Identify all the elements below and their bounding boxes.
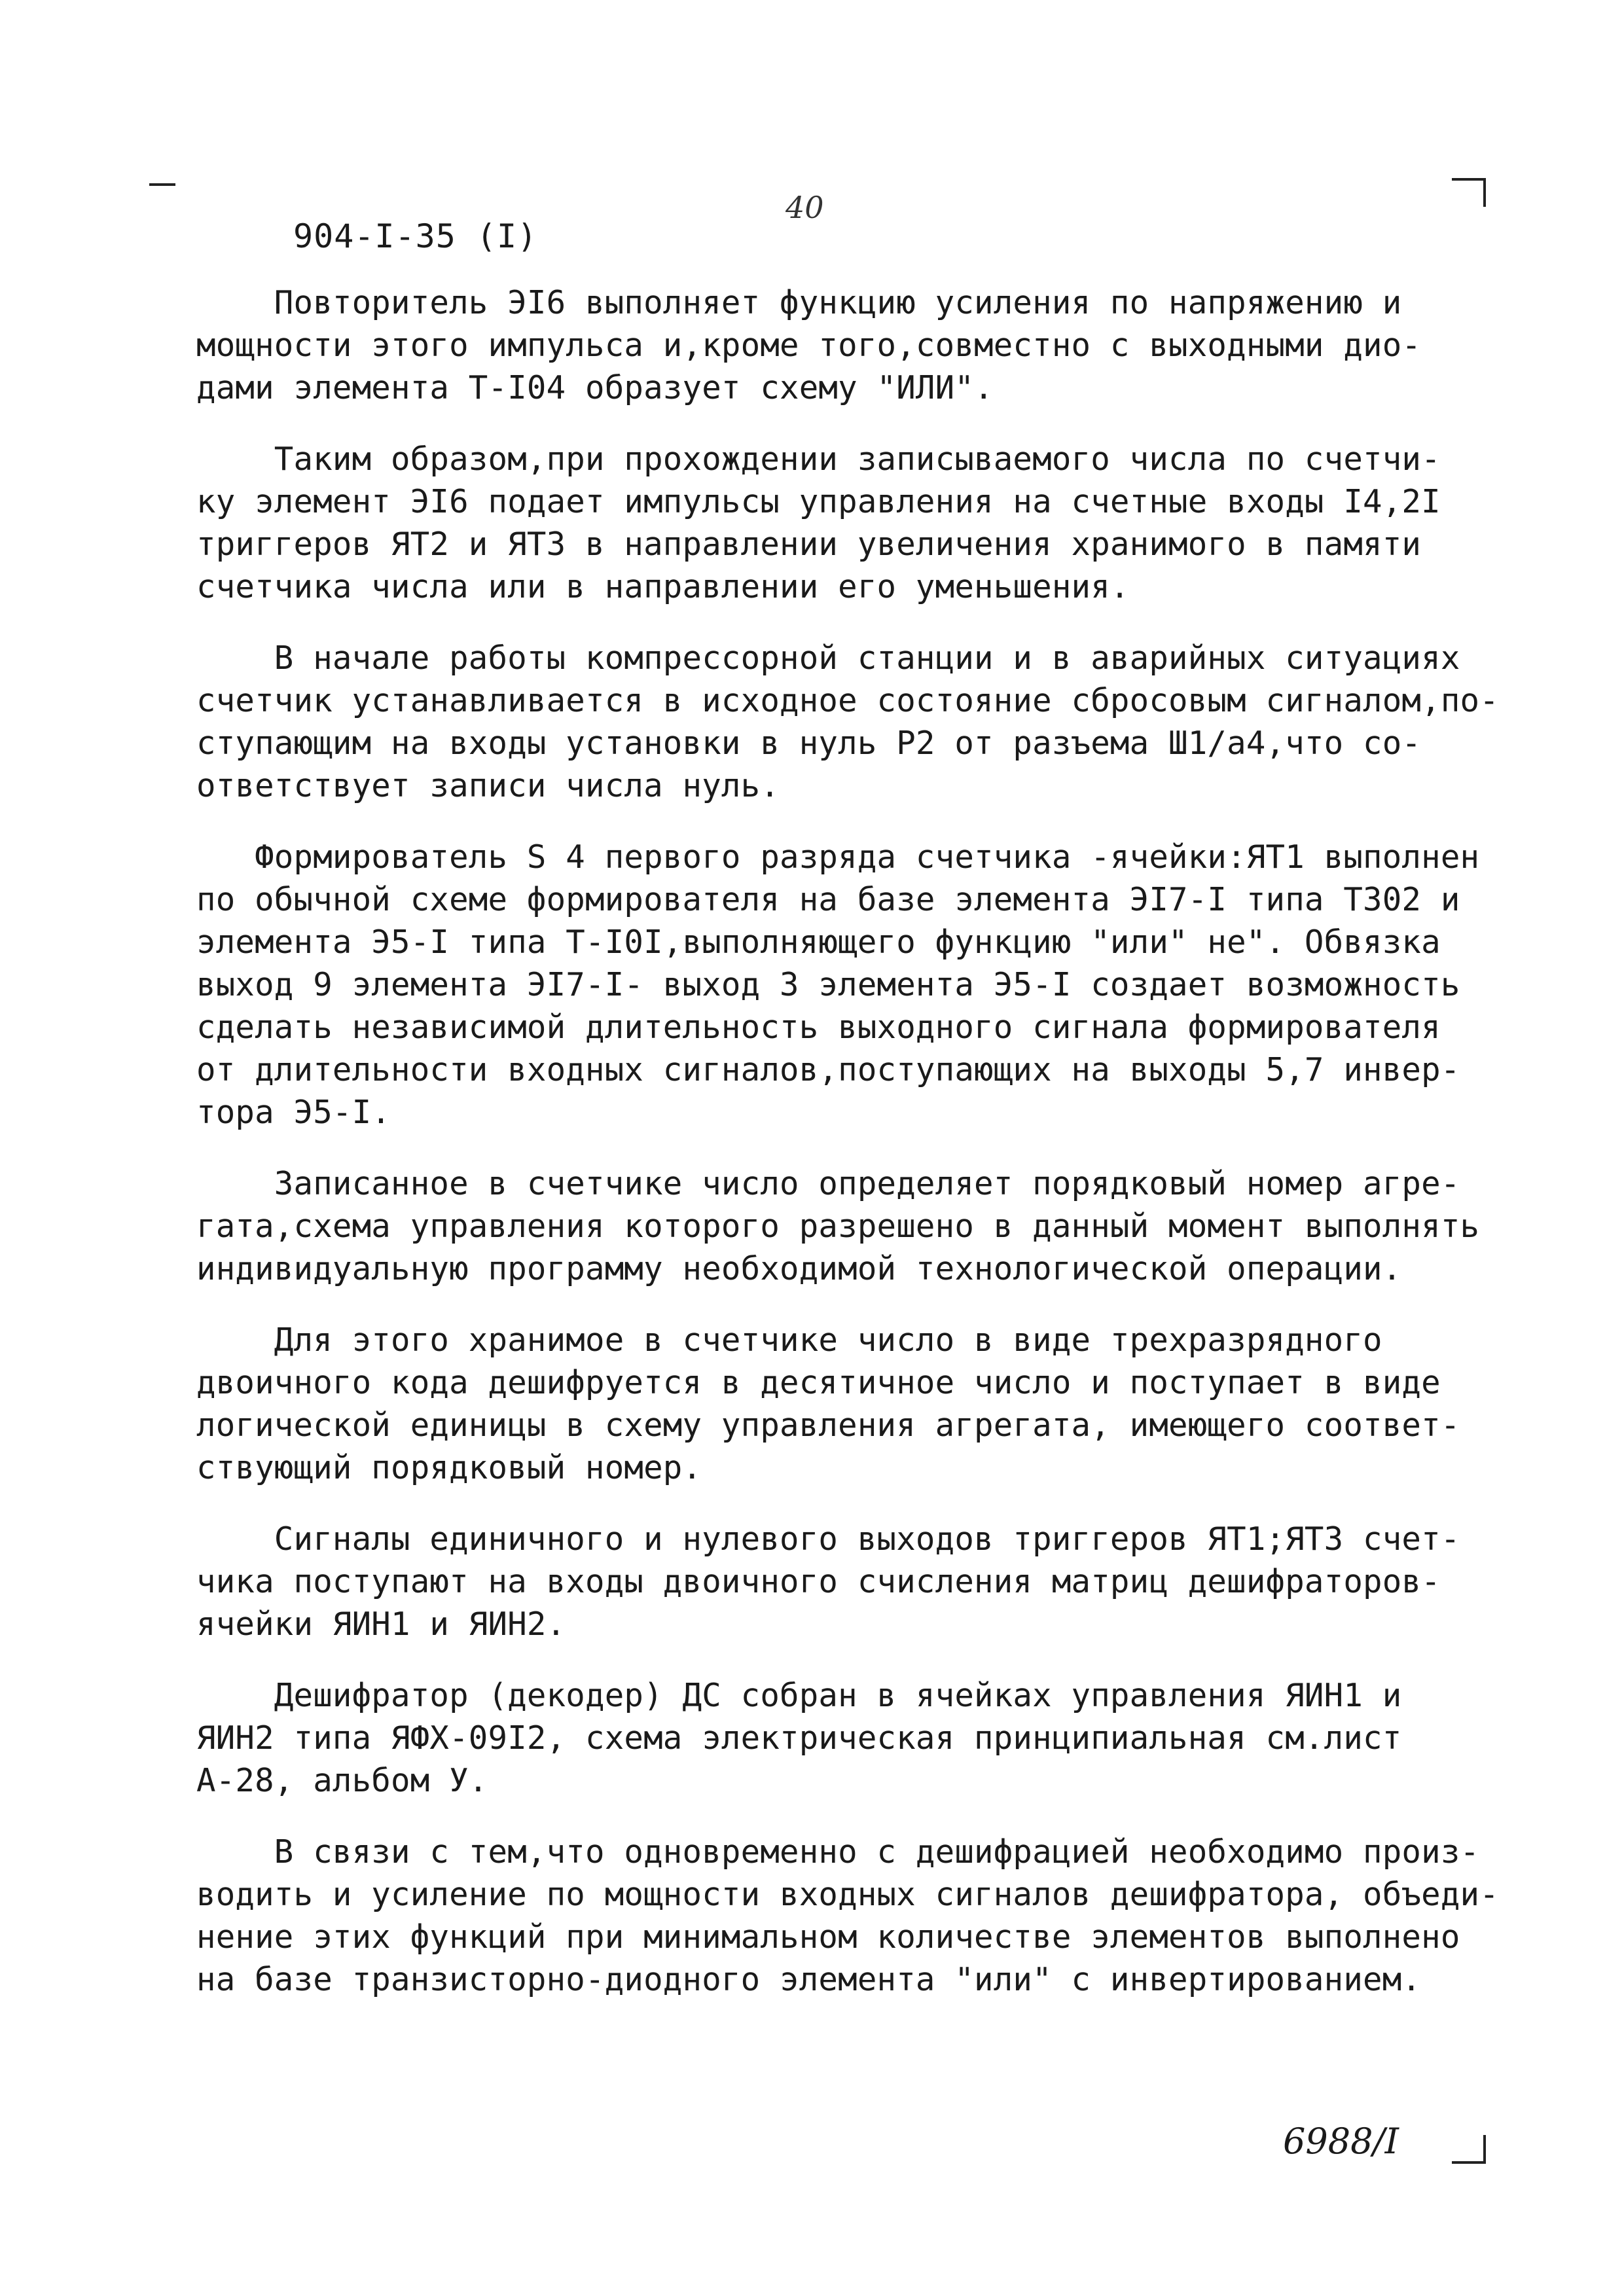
text-line: гата,схема управления которого разрешено в данный момент выполнять [196,1208,1480,1245]
text-line: Формирователь S 4 первого разряда счетчика -ячейки:ЯТ1 выполнен [196,838,1480,876]
text-line: на базе транзисторно-диодного элемента "или" с инвертированием. [196,1961,1422,1998]
text-line: сделать независимой длительность выходного сигнала формирователя [196,1009,1441,1046]
paragraph [196,1518,1499,1645]
top-left-crop-mark [149,183,175,186]
text-line: дами элемента Т-I04 образует схему "ИЛИ". [196,369,994,406]
text-line: ЯИН2 типа ЯФХ-09I2, схема электрическая принципиальная см.лист [196,1719,1402,1757]
text-line: водить и усиление по мощности входных сигналов дешифратора, объеди- [196,1876,1499,1913]
text-line: А-28, альбом У. [196,1762,488,1799]
document-code: 904-I-35 (I) [293,217,538,255]
text-line: Записанное в счетчике число определяет порядковый номер агре- [196,1165,1460,1202]
handwritten-page-number: 40 [785,190,824,225]
text-line: ячейки ЯИН1 и ЯИН2. [196,1605,566,1643]
text-line: Дешифратор (декодер) ДС собран в ячейках управления ЯИН1 и [196,1677,1402,1714]
text-line: ответствует записи числа нуль. [196,767,780,804]
text-line: В начале работы компрессорной станции и в аварийных ситуациях [196,639,1460,677]
top-right-crop-mark [1452,178,1486,207]
text-line: триггеров ЯТ2 и ЯТ3 в направлении увеличения хранимого в памяти [196,526,1422,563]
text-line: мощности этого импульса и,кроме того,совместно с выходными дио- [196,327,1422,364]
text-line: счетчика числа или в направлении его уменьшения. [196,568,1130,605]
text-line: Для этого хранимое в счетчике число в виде трехразрядного [196,1321,1382,1359]
text-line: ступающим на входы установки в нуль Р2 от разъема Ш1/а4,что со- [196,725,1422,762]
text-line: элемента Э5-I типа Т-I0I,выполняющего функцию "или" не". Обвязка [196,924,1441,961]
text-line: выход 9 элемента ЭI7-I- выход 3 элемента Э5-I создает возможность [196,966,1460,1003]
paragraph [196,1674,1499,1802]
text-line: тора Э5-I. [196,1094,391,1131]
bottom-right-crop-mark [1452,2135,1486,2164]
text-line: Повторитель ЭI6 выполняет функцию усиления по напряжению и [196,284,1402,321]
paragraph [196,281,1499,409]
text-line: логической единицы в схему управления агрегата, имеющего соответ- [196,1407,1460,1444]
text-line: Таким образом,при прохождении записываемого числа по счетчи- [196,440,1441,478]
text-line: Сигналы единичного и нулевого выходов триггеров ЯТ1;ЯТ3 счет- [196,1520,1460,1558]
text-line: В связи с тем,что одновременно с дешифрацией необходимо произ- [196,1833,1480,1871]
paragraph [196,836,1499,1134]
text-line: нение этих функций при минимальном количестве элементов выполнено [196,1918,1460,1956]
text-line: чика поступают на входы двоичного счисления матриц дешифраторов- [196,1563,1441,1600]
text-line: ствующий порядковый номер. [196,1449,702,1486]
text-line: по обычной схеме формирователя на базе элемента ЭI7-I типа Т302 и [196,881,1460,918]
text-line: ку элемент ЭI6 подает импульсы управления на счетные входы I4,2I [196,483,1441,520]
text-line: счетчик устанавливается в исходное состояние сбросовым сигналом,по- [196,682,1499,719]
paragraph [196,1162,1499,1290]
body-text [196,281,1499,2030]
text-line: от длительности входных сигналов,поступающих на выходы 5,7 инвер- [196,1051,1460,1088]
paragraph [196,438,1499,608]
paragraph [196,1319,1499,1489]
sheet-code: 6988/I [1283,2121,1399,2162]
paragraph [196,1831,1499,2001]
text-line: индивидуальную программу необходимой технологической операции. [196,1250,1402,1287]
paragraph [196,637,1499,807]
text-line: двоичного кода дешифруется в десятичное число и поступает в виде [196,1364,1441,1401]
